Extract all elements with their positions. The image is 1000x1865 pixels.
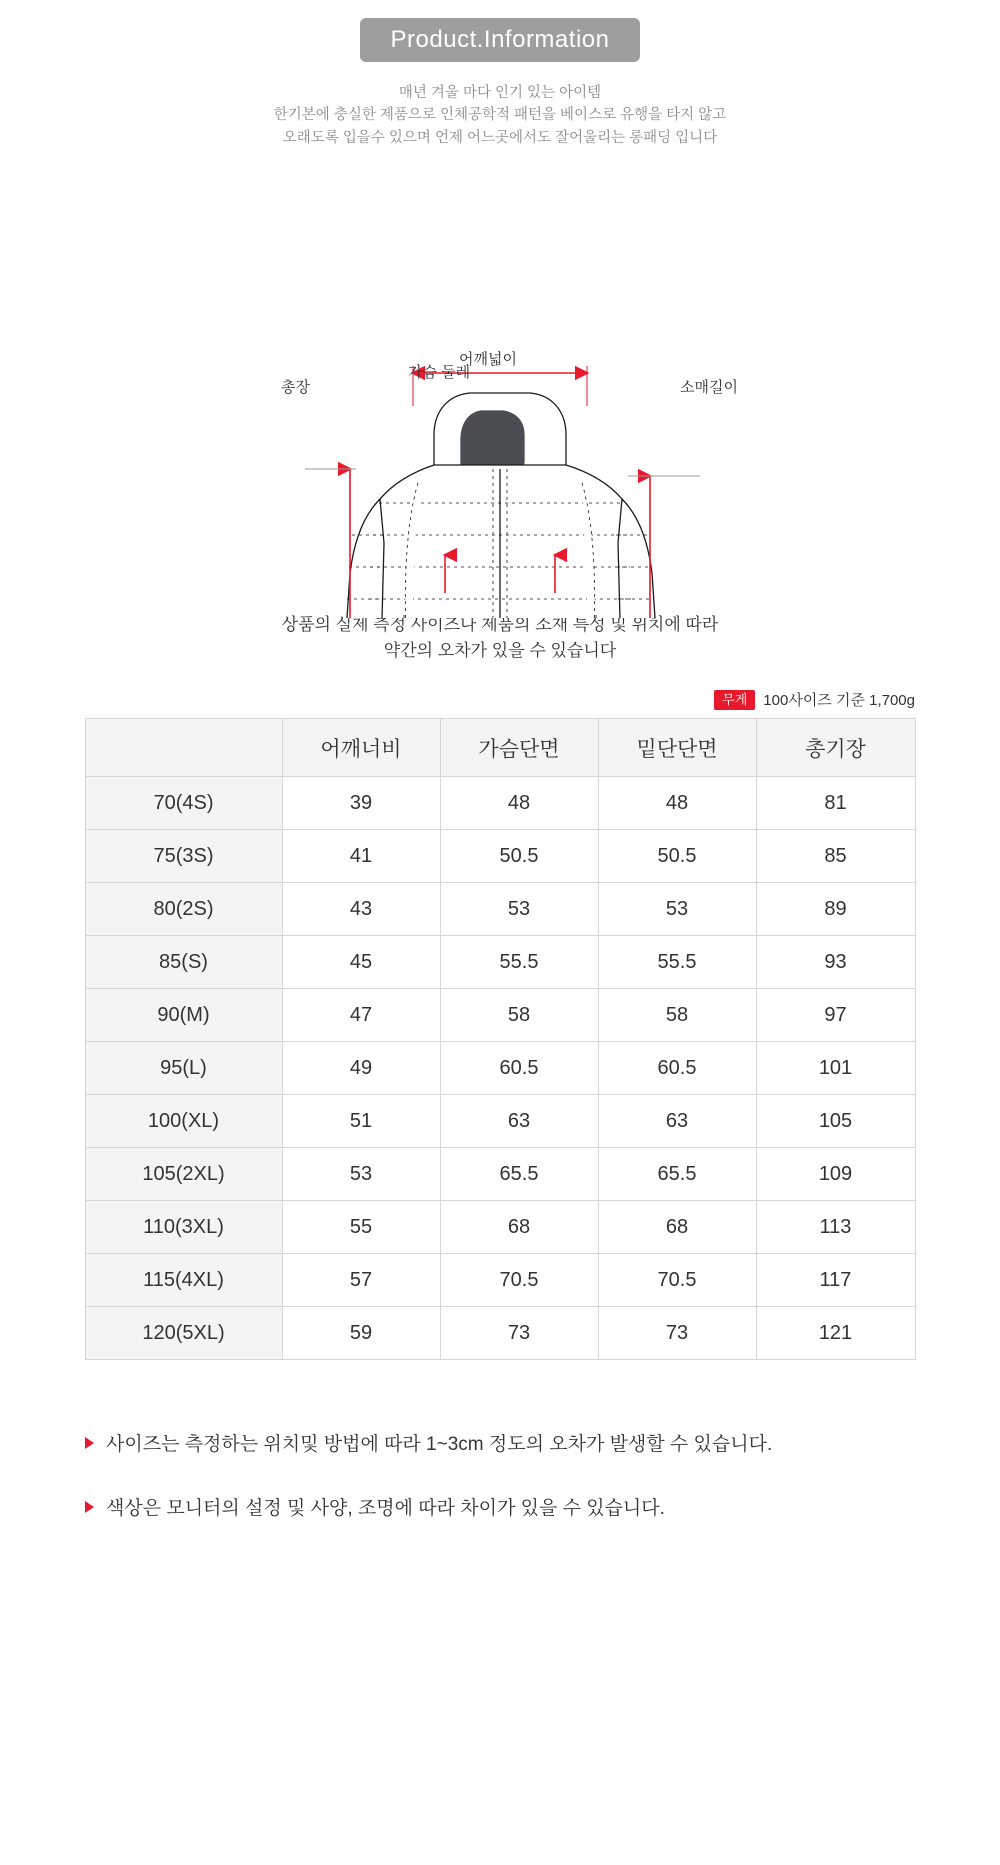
table-header-chest: 가슴단면: [440, 719, 598, 777]
cell-hem: 65.5: [598, 1148, 756, 1201]
weight-value: 100사이즈 기준 1,700g: [763, 692, 915, 710]
cell-chest: 63: [440, 1095, 598, 1148]
intro-line-2: 한기본에 충실한 제품으로 인체공학적 패턴을 베이스로 유행을 타지 않고: [273, 107, 727, 124]
cell-hem: 73: [598, 1307, 756, 1360]
cell-chest: 73: [440, 1307, 598, 1360]
table-header-row: [85, 719, 915, 777]
notes-list: [85, 1430, 915, 1523]
cell-chest: 50.5: [440, 830, 598, 883]
cell-chest: 68: [440, 1201, 598, 1254]
cell-hem: 70.5: [598, 1254, 756, 1307]
table-header-shoulder: 어깨너비: [282, 719, 440, 777]
cell-shoulder: 45: [282, 936, 440, 989]
table-row: [85, 1254, 915, 1307]
weight-info: [85, 689, 915, 710]
cell-hem: 68: [598, 1201, 756, 1254]
table-row: [85, 936, 915, 989]
intro-line-1: 매년 겨울 마다 인기 있는 아이템: [398, 85, 602, 101]
row-size-label: 70(4S): [85, 777, 282, 830]
cell-chest: 60.5: [440, 1042, 598, 1095]
table-header-length: 총기장: [756, 719, 915, 777]
size-chart-table: [85, 718, 916, 1360]
cell-shoulder: 41: [282, 830, 440, 883]
row-size-label: 120(5XL): [85, 1307, 282, 1360]
cell-length: 81: [756, 777, 915, 830]
label-shoulder-width: 어깨넓이: [459, 351, 517, 369]
cell-length: 113: [756, 1201, 915, 1254]
row-size-label: 115(4XL): [85, 1254, 282, 1307]
cell-chest: 65.5: [440, 1148, 598, 1201]
table-header-size: [85, 719, 282, 777]
triangle-bullet-icon: [85, 1501, 94, 1513]
cell-length: 101: [756, 1042, 915, 1095]
cell-shoulder: 55: [282, 1201, 440, 1254]
cell-shoulder: 57: [282, 1254, 440, 1307]
cell-length: 117: [756, 1254, 915, 1307]
table-row: [85, 1042, 915, 1095]
cell-hem: 53: [598, 883, 756, 936]
list-item: [85, 1494, 915, 1523]
table-row: [85, 1148, 915, 1201]
cell-length: 89: [756, 883, 915, 936]
cell-length: 93: [756, 936, 915, 989]
page-title-badge: [360, 18, 640, 62]
table-row: [85, 989, 915, 1042]
table-row: [85, 1307, 915, 1360]
cell-hem: 55.5: [598, 936, 756, 989]
cell-length: 97: [756, 989, 915, 1042]
cell-length: 85: [756, 830, 915, 883]
diagram-disclaimer-line-1: 상품의 실제 측정 사이즈나 제품의 소재 특성 및 위치에 따라: [281, 615, 719, 635]
table-header-hem: 밑단단면: [598, 719, 756, 777]
page-title: Product.Information: [390, 26, 610, 53]
row-size-label: 80(2S): [85, 883, 282, 936]
cell-chest: 53: [440, 883, 598, 936]
cell-hem: 58: [598, 989, 756, 1042]
cell-shoulder: 43: [282, 883, 440, 936]
cell-shoulder: 49: [282, 1042, 440, 1095]
cell-shoulder: 59: [282, 1307, 440, 1360]
long-down-jacket-illustration: [0, 163, 1000, 618]
intro-line-3: 오래도록 입을수 있으며 언제 어느곳에서도 잘어울리는 롱패딩 입니다: [282, 129, 718, 146]
cell-length: 121: [756, 1307, 915, 1360]
table-row: [85, 777, 915, 830]
cell-chest: 55.5: [440, 936, 598, 989]
cell-hem: 48: [598, 777, 756, 830]
cell-shoulder: 53: [282, 1148, 440, 1201]
row-size-label: 100(XL): [85, 1095, 282, 1148]
cell-chest: 48: [440, 777, 598, 830]
diagram-disclaimer-line-2: 약간의 오차가 있을 수 있습니다: [383, 640, 617, 660]
cell-length: 105: [756, 1095, 915, 1148]
cell-hem: 63: [598, 1095, 756, 1148]
table-row: [85, 830, 915, 883]
cell-hem: 60.5: [598, 1042, 756, 1095]
row-size-label: 75(3S): [85, 830, 282, 883]
label-chest-circumference: 가슴 둘레: [408, 364, 471, 382]
cell-shoulder: 47: [282, 989, 440, 1042]
row-size-label: 105(2XL): [85, 1148, 282, 1201]
row-size-label: 95(L): [85, 1042, 282, 1095]
table-row: [85, 1201, 915, 1254]
cell-hem: 50.5: [598, 830, 756, 883]
row-size-label: 110(3XL): [85, 1201, 282, 1254]
row-size-label: 85(S): [85, 936, 282, 989]
table-row: [85, 883, 915, 936]
cell-shoulder: 51: [282, 1095, 440, 1148]
cell-shoulder: 39: [282, 777, 440, 830]
intro-text: [0, 82, 1000, 149]
row-size-label: 90(M): [85, 989, 282, 1042]
cell-length: 109: [756, 1148, 915, 1201]
size-measurement-diagram: [0, 163, 1000, 618]
weight-badge-label: 무게: [714, 690, 755, 710]
list-item: [85, 1430, 915, 1459]
diagram-disclaimer: [0, 612, 1000, 663]
cell-chest: 58: [440, 989, 598, 1042]
triangle-bullet-icon: [85, 1437, 94, 1449]
label-sleeve-length: 소매길이: [680, 379, 738, 397]
table-row: [85, 1095, 915, 1148]
label-total-length: 총장: [281, 379, 310, 397]
cell-chest: 70.5: [440, 1254, 598, 1307]
note-text: 사이즈는 측정하는 위치및 방법에 따라 1~3cm 정도의 오차가 발생할 수 있습니다.: [106, 1434, 773, 1456]
note-text: 색상은 모니터의 설정 및 사양, 조명에 따라 차이가 있을 수 있습니다.: [106, 1497, 665, 1519]
